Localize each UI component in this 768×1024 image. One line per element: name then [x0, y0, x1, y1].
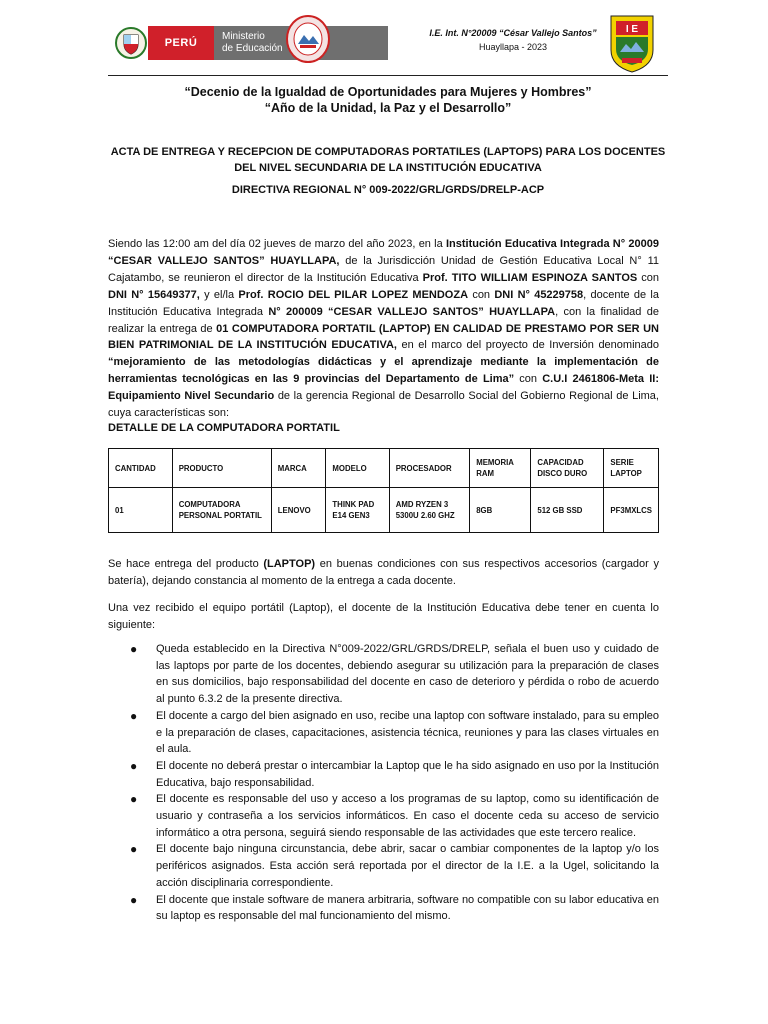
delivery-paragraph	[108, 556, 659, 590]
text-run: de la Jurisdicción Unidad de Gestión Educativa Local N° 11 Cajatambo, se reunieron el director de la Institución Educativa	[108, 254, 659, 284]
header-cell-product: PRODUCTO	[172, 449, 271, 488]
header-cell-processor: PROCESADOR	[389, 449, 470, 488]
list-item-text: El docente que instale software de manera arbitraria, software no compatible con su labor educativa en su laptop es responsable del mal funcionamiento del mismo.	[156, 893, 659, 923]
list-item-text: El docente a cargo del bien asignado en uso, recibe una laptop con software instalado, para su empleo e la preparación de clases, capacitaciones, asistencia técnica, reuniones y para las clases virtuales en el aula.	[156, 709, 659, 756]
list-item	[126, 641, 659, 708]
list-item	[126, 892, 659, 925]
crest-letters: I E	[625, 24, 639, 35]
bullet-icon: ●	[130, 792, 138, 807]
detail-section-title: DETALLE DE LA COMPUTADORA PORTATIL	[108, 422, 340, 434]
bold-text-run: C.U.I 2461806-Meta II: Equipamiento Nivel Secundario	[108, 373, 659, 403]
list-item-text: El docente es responsable del uso y acceso a los programas de su laptop, como su identificación de usuario y contraseña a los servicios informáticos. En caso el docente ceda su acceso de servicio informático a otra persona, seguirá siendo responsable de las actividades que este tercero realice.	[156, 793, 659, 839]
bold-text-run: (LAPTOP)	[263, 558, 316, 570]
bullet-icon: ●	[130, 642, 138, 656]
bullet-icon: ●	[130, 892, 138, 907]
bold-text-run: “mejoramiento de las metodologías didácticas y el aprendizaje mediante la implementación de herramientas tecnológicas en las 9 provincias del Departamento de Lima”	[108, 356, 659, 386]
header-cell-model: MODELO	[326, 449, 389, 488]
text-run: con	[468, 288, 495, 301]
title-line2: DEL NIVEL SECUNDARIA DE LA INSTITUCIÓN EDUCATIVA	[234, 162, 542, 174]
ministry-line1: Ministerio	[222, 31, 265, 42]
ministry-line2: de Educación	[222, 43, 283, 54]
laptop-detail-table	[108, 448, 659, 533]
cell-product: COMPUTADORA PERSONAL PORTATIL	[172, 488, 271, 533]
bold-text-run: N° 200009 “CESAR VALLEJO SANTOS” HUAYLLAPA	[268, 305, 556, 318]
header-cell-quantity: CANTIDAD	[109, 449, 173, 488]
table-header-row	[109, 449, 659, 488]
text-run: en buenas condiciones con sus respectivos accesorios (cargador y batería), dejando constancia al momento de la entrega a cada docente.	[108, 558, 659, 587]
header-cell-ram: MEMORIA RAM	[470, 449, 531, 488]
bold-text-run: DNI N° 15649377,	[108, 288, 200, 301]
directive-reference: DIRECTIVA REGIONAL N° 009-2022/GRL/GRDS/DRELP-ACP	[231, 184, 545, 196]
bullet-icon: ●	[130, 842, 138, 857]
cell-model: THINK PAD E14 GEN3	[326, 488, 389, 533]
list-item-text: Queda establecido en la Directiva N°009-2022/GRL/GRDS/DRELP, señala el buen uso y cuidado de las laptops por parte de los docentes, debiendo asegurar su utilización para la preparación de clases en sus domicilios, bajo responsabilidad del docente en caso de deterioro y pérdida o robo de acuerdo al punto 6.3.2 de la presente directiva.	[156, 643, 659, 706]
list-item	[126, 708, 659, 758]
bold-text-run: Institución Educativa Integrada N° 20009 “CESAR VALLEJO SANTOS” HUAYLLAPA,	[108, 238, 659, 267]
cell-ram: 8GB	[470, 488, 531, 533]
bullet-icon: ●	[130, 758, 138, 773]
cell-disk: 512 GB SSD	[531, 488, 604, 533]
header-divider	[108, 75, 668, 76]
peru-coat-of-arms-icon	[114, 26, 148, 60]
decade-line2: “Año de la Unidad, la Paz y el Desarrollo”	[264, 101, 512, 115]
list-item	[126, 841, 659, 891]
peru-label: PERÚ	[148, 26, 214, 60]
table-row	[109, 488, 659, 533]
bold-text-run: Prof. ROCIO DEL PILAR LOPEZ MENDOZA	[238, 288, 469, 301]
school-crest-icon	[608, 14, 656, 74]
list-item	[126, 758, 659, 791]
text-run: de la gerencia Regional de Desarrollo Social del Gobierno Regional de Lima, cuya características son:	[108, 390, 659, 420]
title-line1: ACTA DE ENTREGA Y RECEPCION DE COMPUTADORAS PORTATILES (LAPTOPS) PARA LOS DOCENTES	[110, 146, 666, 158]
document-title	[108, 144, 668, 176]
text-run: y el/la	[199, 288, 239, 301]
bold-text-run: Prof. TITO WILLIAM ESPINOZA SANTOS	[422, 271, 638, 284]
intro-paragraph	[108, 236, 659, 422]
decade-line1: “Decenio de la Igualdad de Oportunidades para Mujeres y Hombres”	[184, 85, 592, 99]
instructions-paragraph: Una vez recibido el equipo portátil (Laptop), el docente de la Institución Educativa debe tener en cuenta lo siguiente:	[108, 602, 659, 631]
header-cell-serial: SERIE LAPTOP	[604, 449, 659, 488]
rules-list	[126, 641, 659, 925]
text-run: con	[514, 373, 543, 386]
text-run: , docente de la Institución Educativa Integrada	[108, 288, 659, 318]
bold-text-run: DNI N° 45229758	[494, 288, 584, 301]
decade-heading	[108, 84, 668, 116]
bold-text-run: 01 COMPUTADORA PORTATIL (LAPTOP) EN CALIDAD DE PRESTAMO POR SER UN BIEN PATRIMONIAL DE LA INSTITUCIÓN EDUCATIVA,	[108, 322, 659, 352]
text-run: en el marco del proyecto de Inversión denominado	[396, 339, 659, 352]
list-item	[126, 791, 659, 841]
text-run: Se hace entrega del producto	[108, 558, 264, 570]
cell-serial: PF3MXLCS	[604, 488, 659, 533]
ministry-logo	[148, 26, 388, 60]
list-item-text: El docente bajo ninguna circunstancia, debe abrir, sacar o cambiar componentes de la laptop y/o los periféricos asignados. Esta acción será reportada por el director de la I.E. a la Ugel, solicitando la acción disciplinaria correspondiente.	[156, 843, 659, 889]
school-reference	[400, 26, 626, 54]
list-item-text: El docente no deberá prestar o intercambiar la Laptop que le ha sido asignado en uso por la Institución Educativa, bajo responsabilidad.	[156, 759, 659, 789]
header-cell-brand: MARCA	[271, 449, 326, 488]
ugel-seal-icon	[285, 14, 331, 64]
text-run: Siendo las 12:00 am del día 02 jueves de marzo del año 2023, en la	[108, 238, 446, 250]
text-run: , con la finalidad de realizar la entrega de	[108, 305, 659, 335]
cell-quantity: 01	[109, 488, 173, 533]
letterhead	[108, 14, 668, 72]
school-name: I.E. Int. N°20009 “César Vallejo Santos”	[429, 28, 597, 38]
cell-brand: LENOVO	[271, 488, 326, 533]
school-place: Huayllapa - 2023	[478, 42, 548, 52]
header-cell-disk: CAPACIDAD DISCO DURO	[531, 449, 604, 488]
bullet-icon: ●	[130, 708, 138, 723]
cell-processor: AMD RYZEN 3 5300U 2.60 GHZ	[389, 488, 470, 533]
text-run: con	[637, 271, 659, 284]
